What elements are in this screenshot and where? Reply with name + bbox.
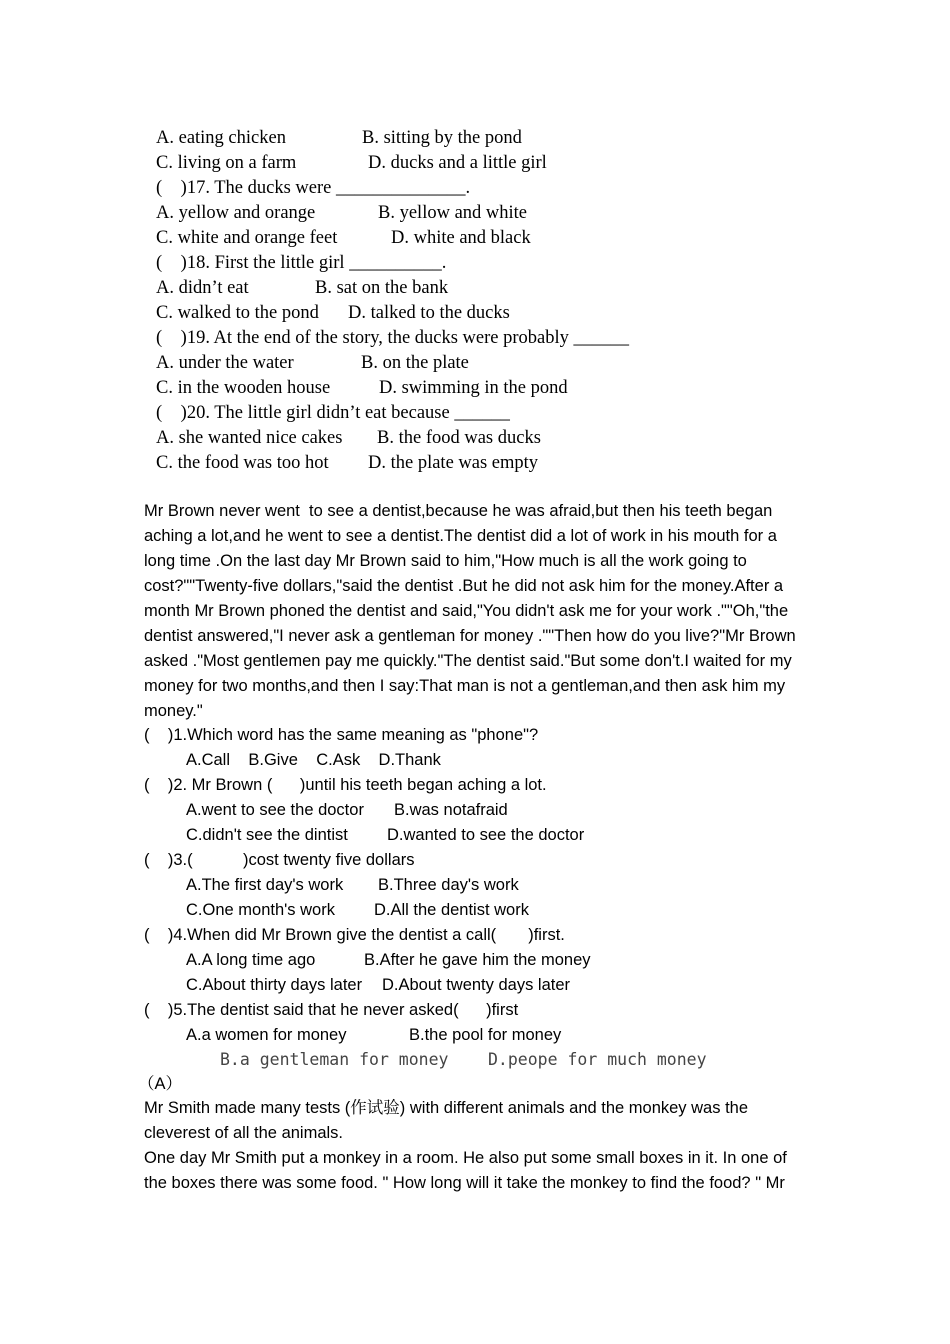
q20-option-c: C. the food was too hot — [156, 453, 329, 473]
q1-options: A.Call B.Give C.Ask D.Thank — [186, 751, 441, 769]
q5-option-d: D.peope for much money — [488, 1050, 707, 1069]
q5-option-b: B.the pool for money — [409, 1026, 562, 1044]
q2-option-d: D.wanted to see the doctor — [387, 826, 585, 844]
q18-option-b: B. sat on the bank — [315, 278, 449, 298]
q19-option-a: A. under the water — [156, 353, 294, 373]
q17-option-c: C. white and orange feet — [156, 228, 338, 248]
passage-line: asked ."Most gentlemen pay me quickly."The dentist said."But some don't.I waited for my — [144, 652, 792, 670]
q5-option-c: B.a gentleman for money — [220, 1050, 449, 1069]
q20-stem: ( )20. The little girl didn’t eat because ______ — [156, 403, 510, 423]
section-a-passage — [144, 1096, 810, 1196]
q4-stem: ( )4.When did Mr Brown give the dentist a call( )first. — [144, 926, 565, 944]
q3-option-d: D.All the dentist work — [374, 901, 529, 919]
passage-line: aching a lot,and he went to see a dentist.The dentist did a lot of work in his mouth for a — [144, 527, 777, 545]
q2-option-c: C.didn't see the dintist — [186, 826, 348, 844]
q19-option-b: B. on the plate — [361, 353, 469, 373]
q16-option-d: D. ducks and a little girl — [368, 153, 547, 173]
q2-stem: ( )2. Mr Brown ( )until his teeth began aching a lot. — [144, 776, 547, 794]
q19-option-c: C. in the wooden house — [156, 378, 331, 398]
passage-line: cleverest of all the animals. — [144, 1124, 344, 1142]
q3-option-b: B.Three day's work — [378, 876, 519, 894]
passage-line: money." — [144, 702, 203, 720]
q18-option-a: A. didn’t eat — [156, 278, 249, 298]
q3-stem: ( )3.( )cost twenty five dollars — [144, 851, 415, 869]
q4-option-a: A.A long time ago — [186, 951, 316, 969]
q4-option-c: C.About thirty days later — [186, 976, 363, 994]
q16-option-b: B. sitting by the pond — [362, 128, 522, 148]
q17-option-b: B. yellow and white — [378, 203, 528, 223]
passage-line: Mr Brown never went to see a dentist,because he was afraid,but then his teeth began — [144, 502, 773, 520]
q4-option-d: D.About twenty days later — [382, 976, 571, 994]
q3-option-a: A.The first day's work — [186, 876, 344, 894]
passage-line: the boxes there was some food. " How long will it take the monkey to find the food? " Mr — [144, 1174, 785, 1192]
passage-brown — [144, 499, 810, 724]
passage-line: cost?""Twenty-five dollars,"said the dentist .But he did not ask him for the money.After a — [144, 577, 784, 595]
passage-line: money for two months,and then I say:That man is not a gentleman,and then ask him my — [144, 677, 786, 695]
q16-option-a: A. eating chicken — [156, 128, 286, 148]
q3-option-c: C.One month's work — [186, 901, 335, 919]
q18-option-c: C. walked to the pond — [156, 303, 319, 323]
q20-option-a: A. she wanted nice cakes — [156, 428, 343, 448]
q20-option-b: B. the food was ducks — [377, 428, 541, 448]
q20-option-d: D. the plate was empty — [368, 453, 539, 473]
section-a-label: （A） — [138, 1075, 183, 1093]
q18-option-d: D. talked to the ducks — [348, 303, 510, 323]
q17-stem: ( )17. The ducks were ______________. — [156, 178, 471, 198]
q2-option-b: B.was notafraid — [394, 801, 508, 819]
passage-line: One day Mr Smith put a monkey in a room. He also put some small boxes in it. In one of — [144, 1149, 787, 1167]
q5-option-a: A.a women for money — [186, 1026, 347, 1044]
q4-option-b: B.After he gave him the money — [364, 951, 591, 969]
q2-option-a: A.went to see the doctor — [186, 801, 364, 819]
q17-option-a: A. yellow and orange — [156, 203, 316, 223]
passage-line: dentist answered,"I never ask a gentleman for money .""Then how do you live?"Mr Brown — [144, 627, 796, 645]
passage-line: long time .On the last day Mr Brown said to him,"How much is all the work going to — [144, 552, 747, 570]
passage-line: Mr Smith made many tests (作试验) with different animals and the monkey was the — [144, 1099, 749, 1117]
q19-stem: ( )19. At the end of the story, the ducks were probably ______ — [156, 328, 630, 348]
passage-line: month Mr Brown phoned the dentist and said,"You didn't ask me for your work .""Oh,"the — [144, 602, 789, 620]
q19-option-d: D. swimming in the pond — [379, 378, 568, 398]
q1-stem: ( )1.Which word has the same meaning as "phone"? — [144, 726, 539, 744]
q18-stem: ( )18. First the little girl __________. — [156, 253, 447, 273]
q5-stem: ( )5.The dentist said that he never asked( )first — [144, 1001, 519, 1019]
q17-option-d: D. white and black — [391, 228, 531, 248]
q16-option-c: C. living on a farm — [156, 153, 297, 173]
